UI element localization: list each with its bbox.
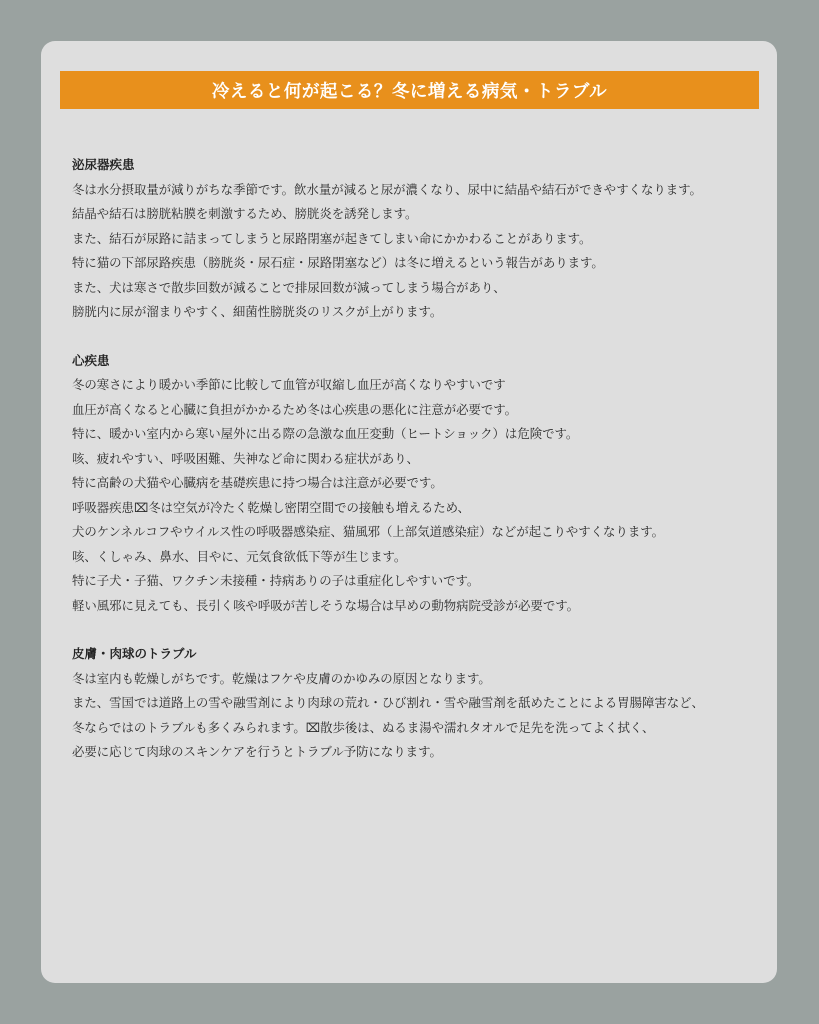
content-card xyxy=(41,41,777,983)
paragraph-line: 特に猫の下部尿路疾患（膀胱炎・尿石症・尿路閉塞など）は冬に増えるという報告があります。 xyxy=(72,255,604,270)
paragraph-line: 冬ならではのトラブルも多くみられます。⌧散歩後は、ぬるま湯や濡れタオルで足先を洗ってよく拭く、 xyxy=(72,719,655,735)
page-title: 冷えると何が起こる？冬に増える病気・トラブル xyxy=(211,81,608,102)
paragraph-line: 特に高齢の犬猫や心臓病を基礎疾患に持つ場合は注意が必要です。 xyxy=(72,475,443,490)
paragraph-line: 冬は水分摂取量が減りがちな季節です。飲水量が減ると尿が濃くなり、尿中に結晶や結石ができやすくなります。 xyxy=(72,181,702,197)
title-bar xyxy=(60,71,759,109)
paragraph-line: また、結石が尿路に詰まってしまうと尿路閉塞が起きてしまい命にかかわることがあります。 xyxy=(72,230,592,246)
paragraph-line: 血圧が高くなると心臓に負担がかかるため冬は心疾患の悪化に注意が必要です。 xyxy=(72,401,518,417)
section-heart xyxy=(72,349,762,619)
paragraph-line: また、雪国では道路上の雪や融雪剤により肉球の荒れ・ひび割れ・雪や融雪剤を舐めたことによる胃腸障害など、 xyxy=(72,695,704,710)
section-heading: 泌尿器疾患 xyxy=(72,157,135,172)
section-urinary xyxy=(72,153,762,325)
paragraph-line: 特に子犬・子猫、ワクチン未接種・持病ありの子は重症化しやすいです。 xyxy=(72,573,480,588)
article-body xyxy=(72,153,762,789)
section-skin-paw xyxy=(72,642,762,765)
paragraph-line: 冬は室内も乾燥しがちです。乾燥はフケや皮膚のかゆみの原因となります。 xyxy=(72,670,491,686)
paragraph-line: 特に、暖かい室内から寒い屋外に出る際の急激な血圧変動（ヒートショック）は危険です。 xyxy=(72,426,579,441)
paragraph-line: 冬の寒さにより暖かい季節に比較して血管が収縮し血圧が高くなりやすいです xyxy=(72,377,506,392)
paragraph-line: 膀胱内に尿が溜まりやすく、細菌性膀胱炎のリスクが上がります。 xyxy=(72,304,443,319)
paragraph-line: 必要に応じて肉球のスキンケアを行うとトラブル予防になります。 xyxy=(72,744,442,759)
paragraph-line: 軽い風邪に見えても、長引く咳や呼吸が苦しそうな場合は早めの動物病院受診が必要です。 xyxy=(72,597,580,613)
paragraph-line: 結晶や結石は膀胱粘膜を刺激するため、膀胱炎を誘発します。 xyxy=(72,206,418,221)
paragraph-line: 咳、疲れやすい、呼吸困難、失神など命に関わる症状があり、 xyxy=(72,450,419,466)
section-heading: 心疾患 xyxy=(72,352,110,368)
paragraph-line: 咳、くしゃみ、鼻水、目やに、元気食欲低下等が生じます。 xyxy=(72,548,407,564)
paragraph-line: 呼吸器疾患⌧冬は空気が冷たく乾燥し密閉空間での接触も増えるため、 xyxy=(72,499,470,515)
paragraph-line: また、犬は寒さで散歩回数が減ることで排尿回数が減ってしまう場合があり、 xyxy=(72,279,506,295)
paragraph-line: 犬のケンネルコフやウイルス性の呼吸器感染症、猫風邪（上部気道感染症）などが起こりやすくなります。 xyxy=(72,524,665,539)
section-heading: 皮膚・肉球のトラブル xyxy=(72,646,197,661)
